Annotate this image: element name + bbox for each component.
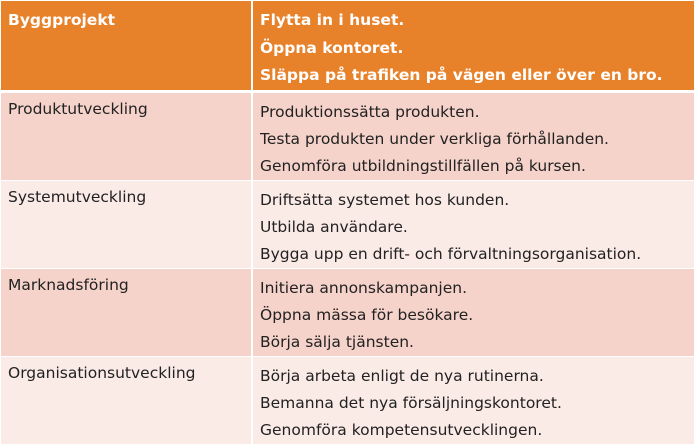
row-examples-cell	[252, 356, 694, 444]
row-category-label: Systemutveckling	[8, 187, 147, 206]
row-example-line: Börja sälja tjänsten.	[260, 332, 414, 351]
table-row	[1, 268, 694, 356]
row-category-cell	[1, 91, 252, 180]
project-table-container	[1, 1, 694, 445]
table-row	[1, 180, 694, 268]
row-example-line: Produktionssätta produkten.	[260, 102, 480, 121]
row-category-label: Marknadsföring	[8, 275, 129, 294]
row-example-line: Initiera annonskampanjen.	[260, 278, 468, 297]
row-category-cell	[1, 356, 252, 444]
row-example-line: Genomföra utbildningstillfällen på kursen.	[260, 156, 586, 175]
row-example-line: Genomföra kompetensutvecklingen.	[260, 420, 543, 439]
row-example-line: Bygga upp en drift- och förvaltningsorganisation.	[260, 244, 642, 263]
row-examples-cell	[252, 180, 694, 268]
row-category-label: Organisationsutveckling	[8, 363, 196, 382]
header-example-line: Släppa på trafiken på vägen eller över en bro.	[260, 66, 663, 84]
table-row	[1, 356, 694, 444]
row-example-line: Öppna mässa för besökare.	[260, 305, 474, 324]
row-example-line: Utbilda användare.	[260, 217, 408, 236]
header-row	[1, 1, 694, 91]
header-example-line: Flytta in i huset.	[260, 11, 405, 29]
row-category-cell	[1, 180, 252, 268]
row-category-label: Produktutveckling	[8, 99, 148, 118]
row-examples-cell	[252, 268, 694, 356]
project-table	[1, 1, 694, 445]
row-example-line: Bemanna det nya försäljningskontoret.	[260, 393, 562, 412]
table-row	[1, 91, 694, 180]
header-examples	[252, 1, 694, 91]
row-example-line: Testa produkten under verkliga förhållanden.	[260, 129, 609, 148]
header-category	[1, 1, 252, 91]
row-examples-cell	[252, 91, 694, 180]
row-category-cell	[1, 268, 252, 356]
row-example-line: Börja arbeta enligt de nya rutinerna.	[260, 366, 544, 385]
header-category-label: Byggprojekt	[8, 11, 116, 29]
row-example-line: Driftsätta systemet hos kunden.	[260, 190, 510, 209]
header-example-line: Öppna kontoret.	[260, 38, 404, 57]
